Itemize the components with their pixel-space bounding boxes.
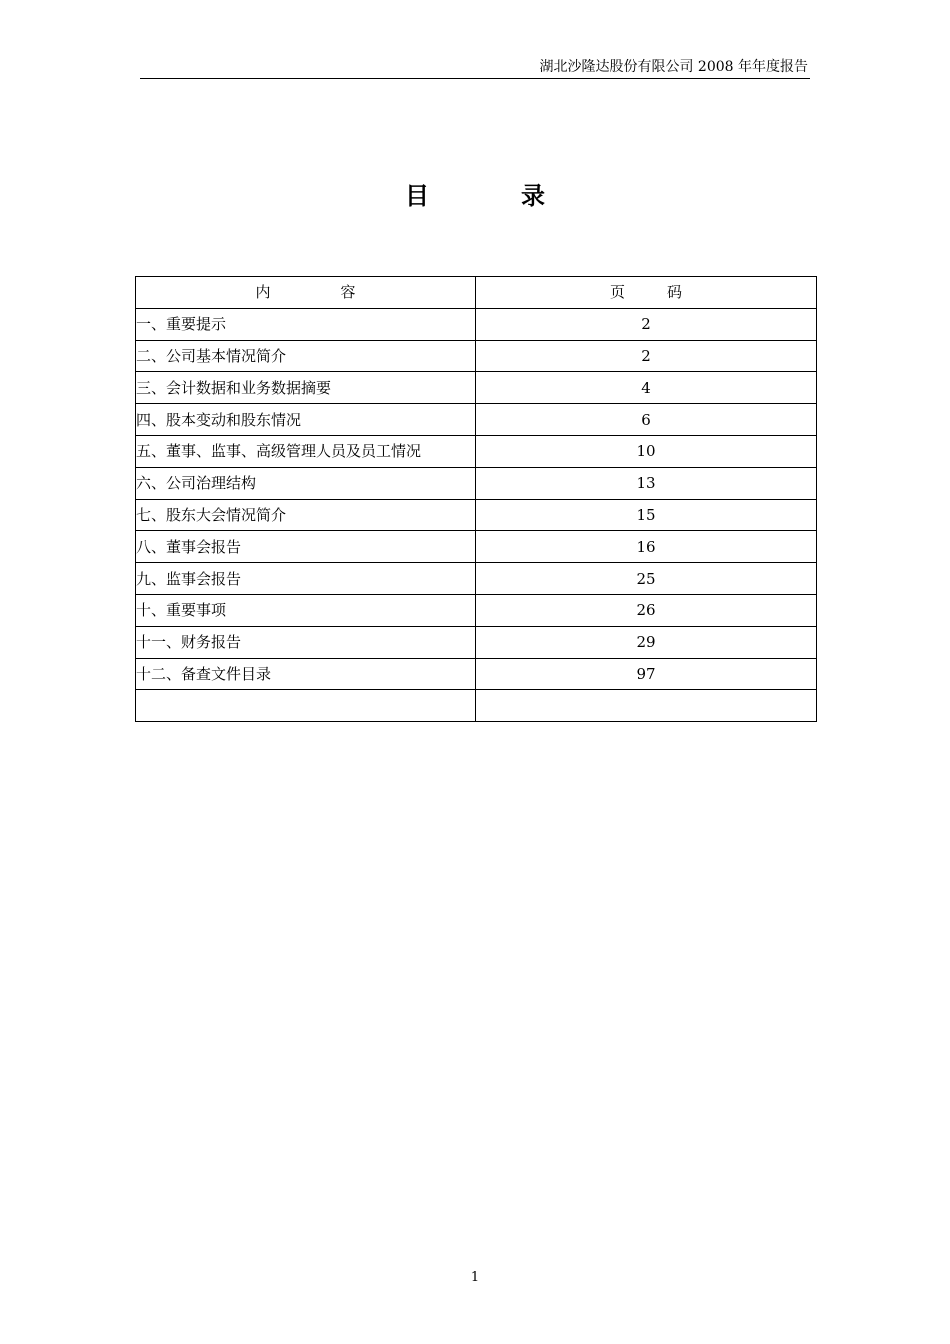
toc-header-page: 页 码: [476, 277, 817, 309]
table-row: [136, 594, 817, 626]
toc-entry-title: 十、重要事项: [136, 594, 476, 626]
toc-entry-page: 26: [476, 594, 817, 626]
toc-entry-page: 97: [476, 658, 817, 690]
table-row: [136, 467, 817, 499]
table-row: [136, 435, 817, 467]
toc-entry-page: 15: [476, 499, 817, 531]
toc-entry-page: [476, 690, 817, 722]
toc-entry-page: 2: [476, 308, 817, 340]
toc-entry-title: 七、股东大会情况简介: [136, 499, 476, 531]
table-row: [136, 658, 817, 690]
toc-entry-page: 25: [476, 563, 817, 595]
toc-entry-title: 十二、备查文件目录: [136, 658, 476, 690]
toc-entry-page: 16: [476, 531, 817, 563]
running-header: 湖北沙隆达股份有限公司 2008 年年度报告: [539, 59, 808, 75]
toc-entry-page: 10: [476, 435, 817, 467]
toc-entry-title: 二、公司基本情况简介: [136, 340, 476, 372]
table-row: [136, 340, 817, 372]
toc-entry-title: 九、监事会报告: [136, 563, 476, 595]
table-row: [136, 308, 817, 340]
table-row: [136, 499, 817, 531]
toc-entry-page: 29: [476, 626, 817, 658]
toc-header-content: 内 容: [136, 277, 476, 309]
toc-entry-page: 6: [476, 404, 817, 436]
toc-entry-page: 13: [476, 467, 817, 499]
table-row: [136, 531, 817, 563]
table-row: [136, 372, 817, 404]
toc-entry-title: 八、董事会报告: [136, 531, 476, 563]
toc-entry-title: 一、重要提示: [136, 308, 476, 340]
toc-entry-page: 2: [476, 340, 817, 372]
page-title-char-2: 录: [521, 181, 545, 210]
toc-entry-title: [136, 690, 476, 722]
toc-header-row: [136, 277, 817, 309]
header-rule: [140, 78, 810, 79]
table-row: [136, 563, 817, 595]
toc-entry-page: 4: [476, 372, 817, 404]
toc-entry-title: 十一、财务报告: [136, 626, 476, 658]
toc-entry-title: 三、会计数据和业务数据摘要: [136, 372, 476, 404]
page-number: 1: [470, 1270, 480, 1285]
toc-entry-title: 六、公司治理结构: [136, 467, 476, 499]
page-title: [0, 178, 950, 214]
table-row: [136, 404, 817, 436]
table-row: [136, 626, 817, 658]
toc-entry-title: 五、董事、监事、高级管理人员及员工情况: [136, 435, 476, 467]
toc-table: [135, 276, 817, 722]
page-title-char-1: 目: [405, 181, 429, 210]
toc-entry-title: 四、股本变动和股东情况: [136, 404, 476, 436]
table-row: [136, 690, 817, 722]
